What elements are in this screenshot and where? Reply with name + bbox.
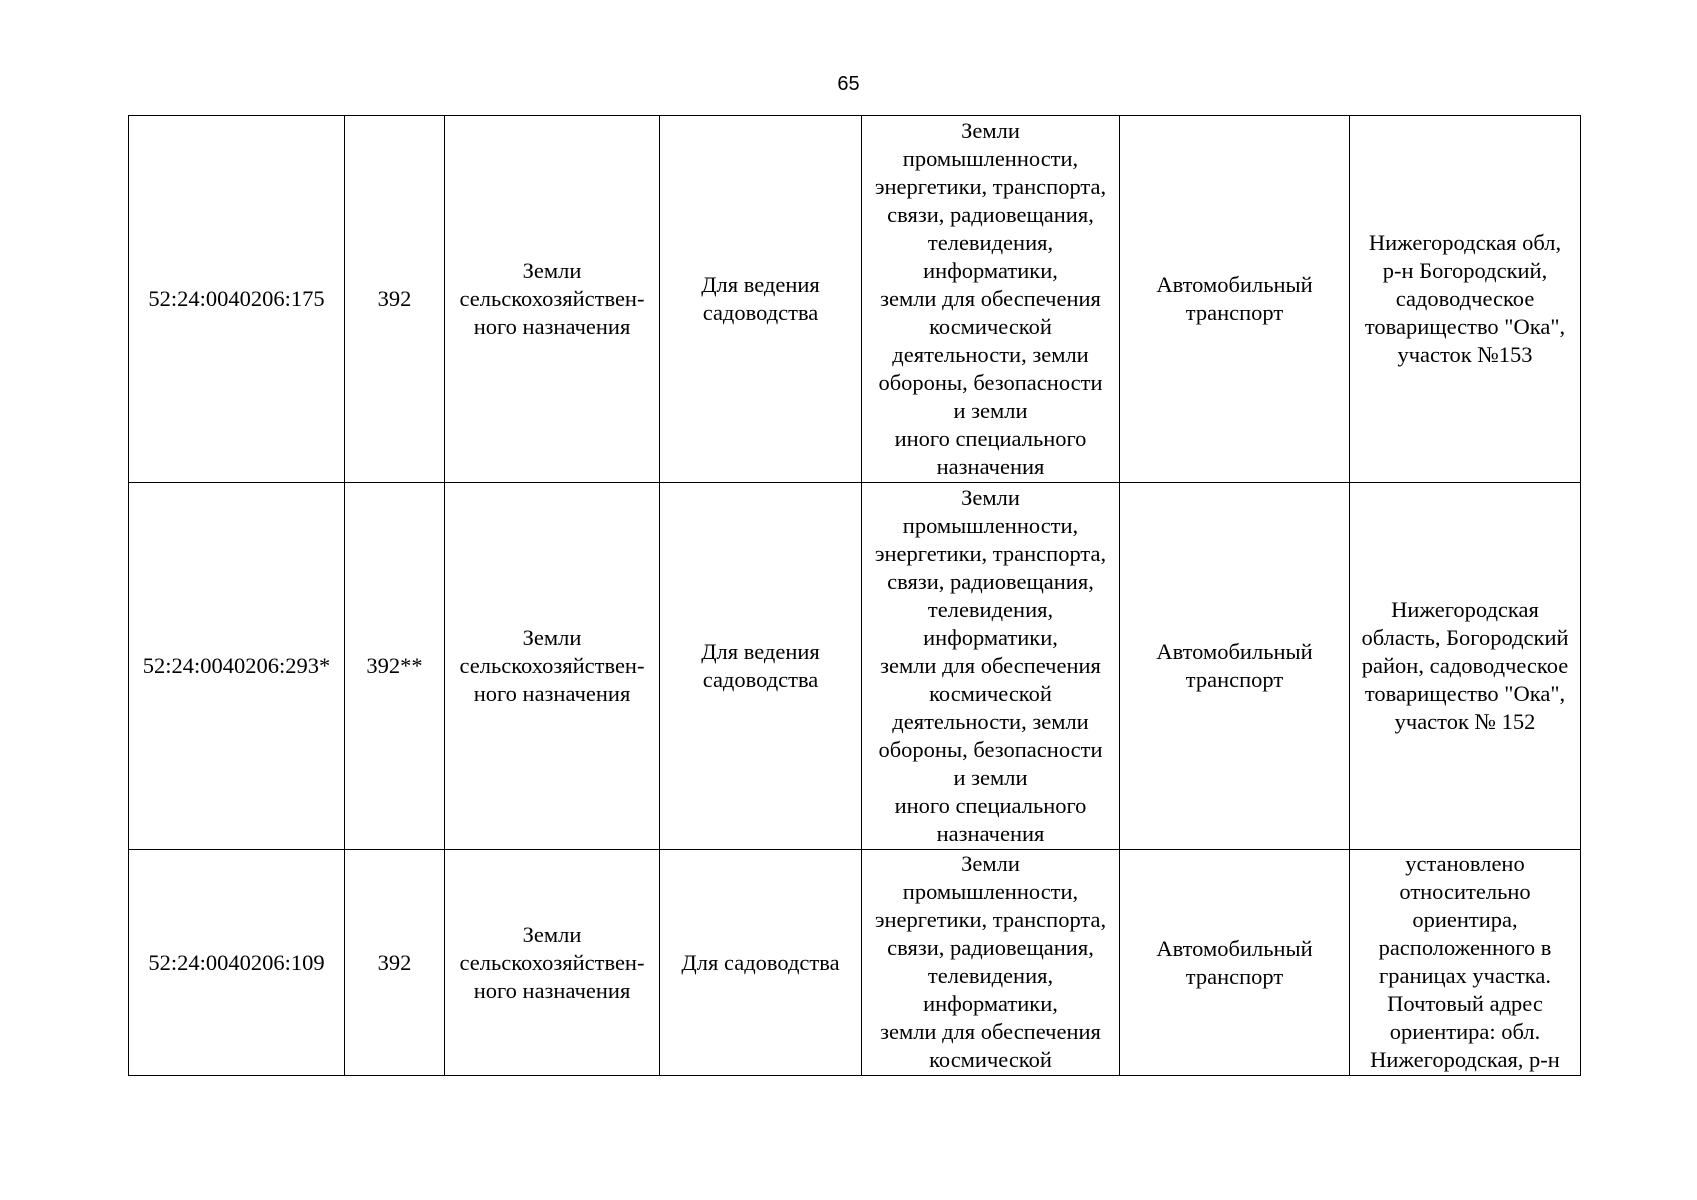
land-category-cell: Земли сельскохозяйствен- ного назначения — [445, 483, 660, 850]
transport-cell: Автомобильный транспорт — [1120, 850, 1350, 1076]
transport-cell: Автомобильный транспорт — [1120, 116, 1350, 483]
permitted-use-cell: Для садоводства — [660, 850, 862, 1076]
area-cell: 392** — [345, 483, 445, 850]
address-cell: Нижегородская обл, р-н Богородский, садоводческое товарищество "Ока", участок №153 — [1350, 116, 1581, 483]
land-category-cell: Земли сельскохозяйствен- ного назначения — [445, 116, 660, 483]
land-category-cell: Земли сельскохозяйствен- ного назначения — [445, 850, 660, 1076]
area-cell: 392 — [345, 850, 445, 1076]
table-row — [129, 116, 1581, 483]
table-row — [129, 850, 1581, 1076]
permitted-use-cell: Для ведения садоводства — [660, 483, 862, 850]
page-number: 65 — [837, 73, 860, 95]
address-cell: Нижегородская область, Богородский район, садоводческое товарищество "Ока", участок № 152 — [1350, 483, 1581, 850]
adjacent-category-cell: Земли промышленности, энергетики, транспорта, связи, радиовещания, телевидения, информатики, земли для обеспечения космической — [862, 850, 1120, 1076]
adjacent-category-cell: Земли промышленности, энергетики, транспорта, связи, радиовещания, телевидения, информатики, земли для обеспечения космической деятельности, земли обороны, безопасности и земли иного специального назначения — [862, 116, 1120, 483]
address-cell: установлено относительно ориентира, расположенного в границах участка. Почтовый адрес ориентира: обл. Нижегородская, р-н — [1350, 850, 1581, 1076]
land-plots-table — [128, 115, 1581, 1076]
cadastral-number-cell: 52:24:0040206:293* — [129, 483, 345, 850]
adjacent-category-cell: Земли промышленности, энергетики, транспорта, связи, радиовещания, телевидения, информатики, земли для обеспечения космической деятельности, земли обороны, безопасности и земли иного специального назначения — [862, 483, 1120, 850]
area-cell: 392 — [345, 116, 445, 483]
transport-cell: Автомобильный транспорт — [1120, 483, 1350, 850]
permitted-use-cell: Для ведения садоводства — [660, 116, 862, 483]
table-row — [129, 483, 1581, 850]
cadastral-number-cell: 52:24:0040206:109 — [129, 850, 345, 1076]
cadastral-number-cell: 52:24:0040206:175 — [129, 116, 345, 483]
